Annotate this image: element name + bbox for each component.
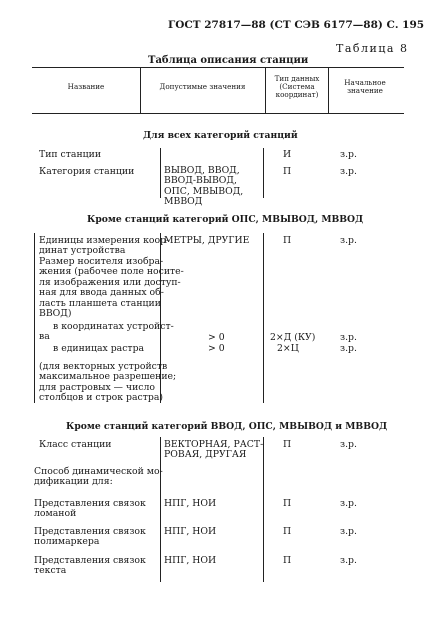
type-bracket <box>263 148 264 198</box>
section-title-except-input: Кроме станций категорий ВВОД, ОПС, МВЫВОД и МВВОД <box>66 421 388 432</box>
row-type-polymarker-bundle: П <box>283 526 292 537</box>
column-header-initial: Начальное значение <box>344 78 386 95</box>
row-type-station-class: П <box>283 439 292 450</box>
column-header-name: Название <box>67 82 105 91</box>
row-name-polyline-bundle: Представления связок ломаной <box>34 498 146 520</box>
row-values-coord-units: МЕТРЫ, ДРУГИЕ <box>164 235 250 246</box>
row-values-station-class: ВЕКТОРНАЯ, РАСТ- РОВАЯ, ДРУГАЯ <box>164 439 264 461</box>
row-values-polyline-bundle: НПГ, НОИ <box>164 498 217 509</box>
row-type-station-category: П <box>283 166 292 177</box>
row-initial-polyline-bundle: з.р. <box>340 498 357 509</box>
table-number: Таблица 8 <box>336 42 409 55</box>
values-bracket-3 <box>160 437 161 582</box>
header-bottom-rule <box>32 113 404 114</box>
row-type-station-type: И <box>283 149 292 160</box>
row-type-text-bundle: П <box>283 555 292 566</box>
row-type-device-coords: 2×Д (КУ) <box>270 332 316 343</box>
column-divider-2 <box>265 67 266 113</box>
row-name-device-coords: в координатах устройст- ва <box>39 321 174 343</box>
row-values-polymarker-bundle: НПГ, НОИ <box>164 526 217 537</box>
row-initial-station-class: з.р. <box>340 439 357 450</box>
row-type-coord-units: П <box>283 235 292 246</box>
row-type-polyline-bundle: П <box>283 498 292 509</box>
running-head: ГОСТ 27817—88 (СТ СЭВ 6177—88) С. 195 <box>168 19 424 31</box>
column-divider-1 <box>140 67 141 113</box>
column-divider-3 <box>328 67 329 113</box>
name-bracket-1 <box>34 233 35 403</box>
row-name-station-category: Категория станции <box>39 166 135 177</box>
header-top-rule <box>32 67 404 68</box>
row-initial-coord-units: з.р. <box>340 235 357 246</box>
row-initial-device-coords: з.р. <box>340 332 357 343</box>
row-values-station-category: ВЫВОД, ВВОД, ВВОД-ВЫВОД, ОПС, МВЫВОД, МВВОД <box>164 165 244 208</box>
row-initial-raster-units: з.р. <box>340 343 357 354</box>
column-header-values: Допустимые значения <box>159 82 246 91</box>
row-name-station-class: Класс станции <box>39 439 112 450</box>
row-name-polymarker-bundle: Представления связок полимаркера <box>34 526 146 548</box>
row-initial-station-type: з.р. <box>340 149 357 160</box>
row-type-raster-units: 2×Ц <box>277 343 299 354</box>
section-title-all-categories: Для всех категорий станций <box>143 130 298 141</box>
row-initial-polymarker-bundle: з.р. <box>340 526 357 537</box>
row-name-station-type: Тип станции <box>39 149 102 160</box>
row-name-text-bundle: Представления связок текста <box>34 555 146 577</box>
table-title: Таблица описания станции <box>148 55 309 66</box>
row-initial-text-bundle: з.р. <box>340 555 357 566</box>
section-title-except-ops: Кроме станций категорий ОПС, МВЫВОД, МВВОД <box>87 214 364 225</box>
row-values-text-bundle: НПГ, НОИ <box>164 555 217 566</box>
row-name-coord-units: Единицы измерения коор- динат устройства <box>39 235 170 257</box>
type-bracket-2 <box>263 233 264 403</box>
row-values-device-coords: > 0 <box>208 332 225 343</box>
row-name-raster-note: (для векторных устройств максимальное разрешение; для растровых — число столбцов и строк растра) <box>39 361 177 404</box>
row-initial-station-category: з.р. <box>340 166 357 177</box>
row-values-raster-units: > 0 <box>208 343 225 354</box>
row-name-dynamic-modification: Способ динамической мо- дификации для: <box>34 466 163 488</box>
row-name-raster-units: в единицах растра <box>53 343 145 354</box>
row-name-media-size: Размер носителя изобра- жения (рабочее поле носите- ля изображения или доступ- ная для ввода данных об- ласть планшета станции ВВОД) <box>39 256 184 320</box>
column-header-type: Тип данных (Система координат) <box>274 74 320 99</box>
values-bracket <box>160 148 161 198</box>
